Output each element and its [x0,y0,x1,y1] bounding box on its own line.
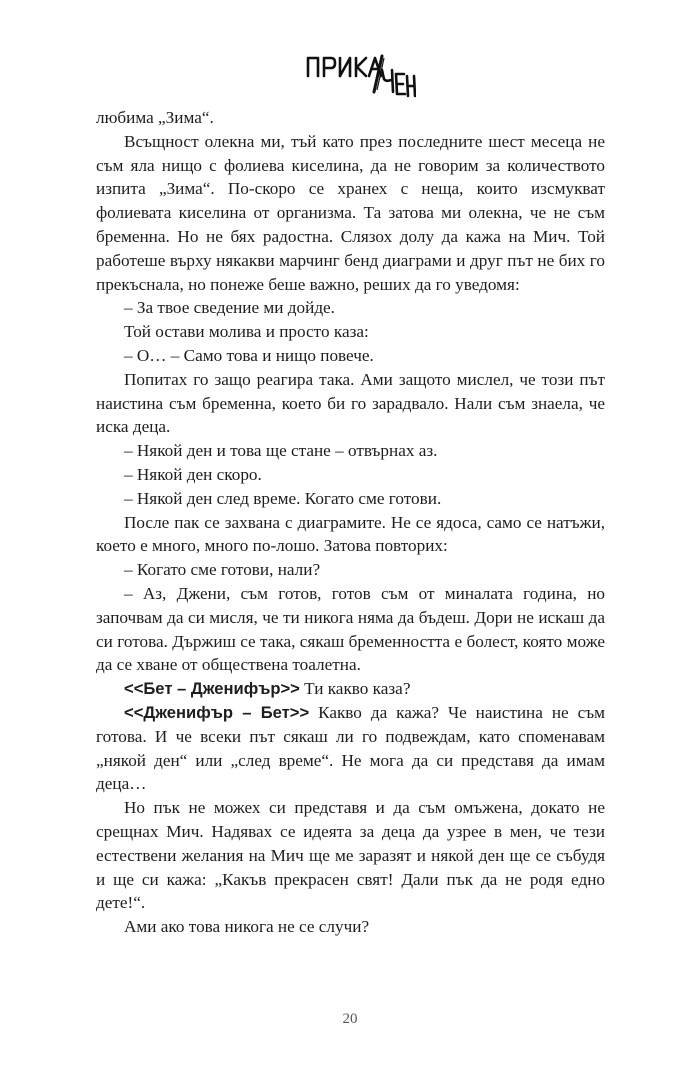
logo-lettering [296,46,416,102]
chat-line [96,701,605,796]
paragraph: – О… – Само това и нищо повече. [124,345,374,365]
paragraph: – Някой ден след време. Когато сме готови. [124,488,442,508]
chat-message: Ти какво каза? [299,679,411,699]
paragraph: – Аз, Джени, съм готов, готов съм от миналата година, но започвам да си мисля, че ти никога няма да бъдеш. Дори не искаш да си готова. Държиш се така, сякаш бременността е болест, която може да се хване от обществена тоалетна. [96,583,605,675]
paragraph: Ами ако това никога не се случи? [124,917,370,937]
chat-line [96,677,605,701]
book-title-logo [296,46,416,102]
chat-tag: <<Дженифър – Бет>> [124,702,310,722]
paragraph: – За твое сведение ми дойде. [124,298,335,318]
paragraph: Всъщност олекна ми, тъй като през последните шест месеца не съм яла нищо с фолиева киселина, да не говорим за количеството изпита „Зима“. По-скоро се хранех с неща, които изсмукват фолиевата киселина от организма. Та затова ми олекна, че не съм бременна. Но не бях радостна. Слязох долу да кажа на Мич. Той работеше върху някакви марчинг бенд диаграми и друг път не бих го прекъснала, но понеже беше важно, реших да го уведомя: [96,131,605,294]
paragraph: – Някой ден и това ще стане – отвърнах аз. [124,441,438,461]
paragraph: Попитах го защо реагира така. Ами защото мислел, че този път наистина съм бременна, което би го зарадвало. Нали съм знаела, че иска деца. [96,369,605,437]
paragraph: – Някой ден скоро. [124,464,262,484]
paragraph: Но пък не можех си представя и да съм омъжена, докато не срещнах Мич. Надявах се идеята за деца да узрее в мен, че тези естествени желания на Мич ще ме заразят и някой ден ще се събудя и ще си кажа: „Какъв прекрасен свят! Дали пък да не родя едно дете!“. [96,798,605,913]
paragraph: – Когато сме готови, нали? [124,560,321,580]
paragraph: любима „Зима“. [96,108,214,127]
chat-tag: <<Бет – Дженифър>> [124,679,300,699]
chat-message: Какво да кажа? Че наистина не съм готова. И че всеки път сякаш ли го подвеждам, като споменавам „някой ден“ или „след време“. Не мога да си представя да имам деца… [96,702,605,794]
body-text [96,106,605,939]
page-number: 20 [342,1011,358,1027]
paragraph: После пак се захвана с диаграмите. Не се ядоса, само се натъжи, което е много, много по-лошо. Затова повторих: [96,512,605,556]
paragraph: Той остави молива и просто каза: [124,322,369,342]
